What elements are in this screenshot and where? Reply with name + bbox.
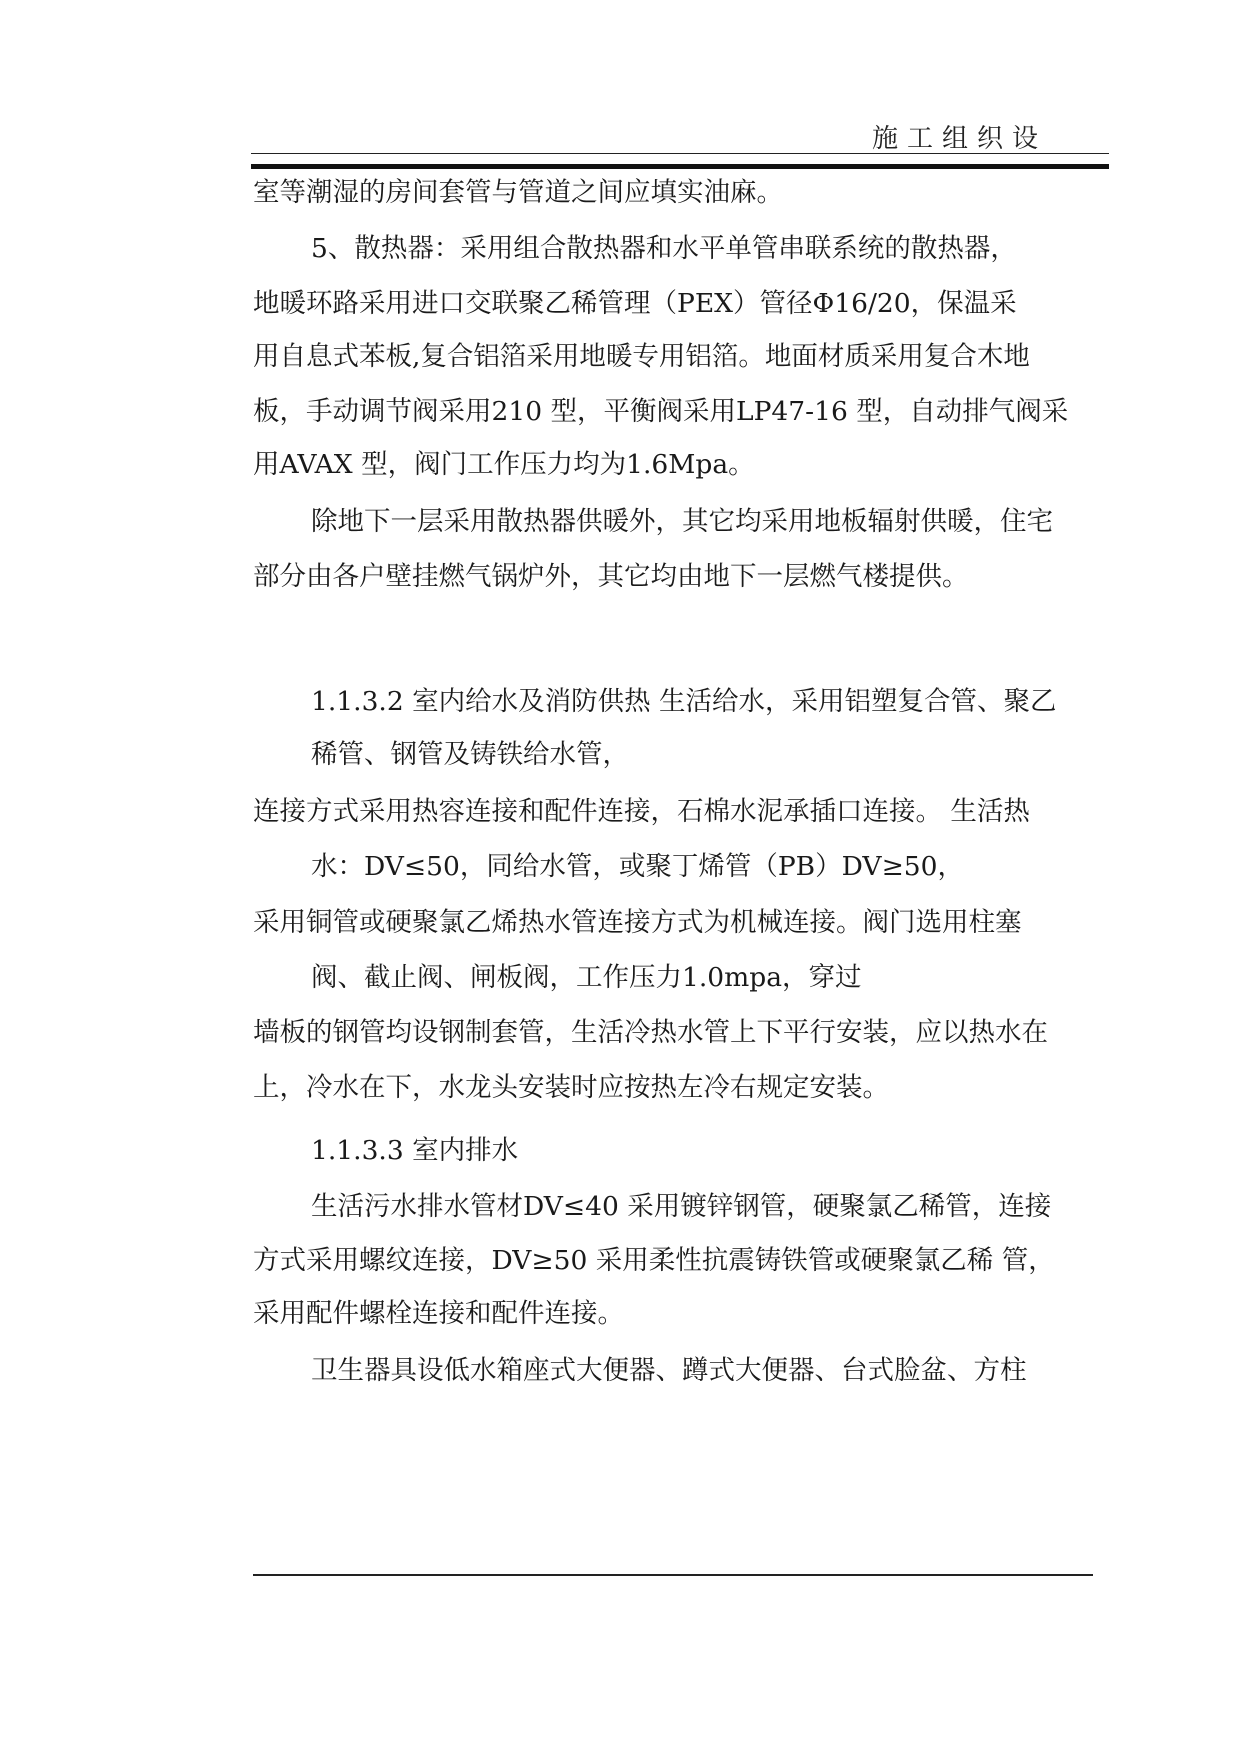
- text-line: 板，手动调节阀采用210 型，平衡阀采用LP47-16 型，自动排气阀采: [253, 396, 1069, 427]
- text-line: 墙板的钢管均设钢制套管，生活冷热水管上下平行安装，应以热水在: [253, 1017, 1048, 1048]
- text-line: 5、散热器：采用组合散热器和水平单管串联系统的散热器，: [311, 233, 1017, 264]
- text-line: 方式采用螺纹连接，DV≥50 采用柔性抗震铸铁管或硬聚氯乙稀 管，: [253, 1245, 1055, 1276]
- running-header-title: 施工组织设: [872, 124, 1048, 154]
- text-line: 上，冷水在下，水龙头安装时应按热左冷右规定安装。: [253, 1072, 889, 1103]
- text-line: 地暖环路采用进口交联聚乙稀管理（PEX）管径Φ16/20，保温采: [253, 288, 1017, 319]
- text-line: 卫生器具设低水箱座式大便器、蹲式大便器、台式脸盆、方柱: [311, 1355, 1027, 1386]
- text-line: 连接方式采用热容连接和配件连接，石棉水泥承插口连接。 生活热: [253, 796, 1030, 827]
- header-rule-thick: [251, 164, 1109, 169]
- text-line: 阀、截止阀、闸板阀，工作压力1.0mpa，穿过: [311, 962, 862, 993]
- text-line: 水：DV≤50，同给水管，或聚丁烯管（PB）DV≥50，: [311, 851, 964, 882]
- text-line: 生活污水排水管材DV≤40 采用镀锌钢管，硬聚氯乙稀管，连接: [311, 1191, 1052, 1222]
- text-line: 稀管、钢管及铸铁给水管，: [311, 739, 629, 770]
- text-line: 室等潮湿的房间套管与管道之间应填实油麻。: [253, 177, 783, 208]
- text-line: 除地下一层采用散热器供暖外，其它均采用地板辐射供暖，住宅: [311, 506, 1053, 537]
- header-rule-thin: [251, 153, 1109, 154]
- text-line: 部分由各户壁挂燃气锅炉外，其它均由地下一层燃气楼提供。: [253, 561, 969, 592]
- text-line: 用AVAX 型，阀门工作压力均为1.6Mpa。: [253, 449, 755, 480]
- text-line: 采用配件螺栓连接和配件连接。: [253, 1298, 624, 1329]
- text-line: 用自息式苯板,复合铝箔采用地暖专用铝箔。地面材质采用复合木地: [253, 341, 1030, 372]
- section-heading-1-1-3-2: 1.1.3.2 室内给水及消防供热 生活给水，采用铝塑复合管、聚乙: [311, 686, 1057, 717]
- footer-rule: [253, 1574, 1093, 1576]
- section-heading-1-1-3-3: 1.1.3.3 室内排水: [311, 1135, 519, 1166]
- text-line: 采用铜管或硬聚氯乙烯热水管连接方式为机械连接。阀门选用柱塞: [253, 907, 1022, 938]
